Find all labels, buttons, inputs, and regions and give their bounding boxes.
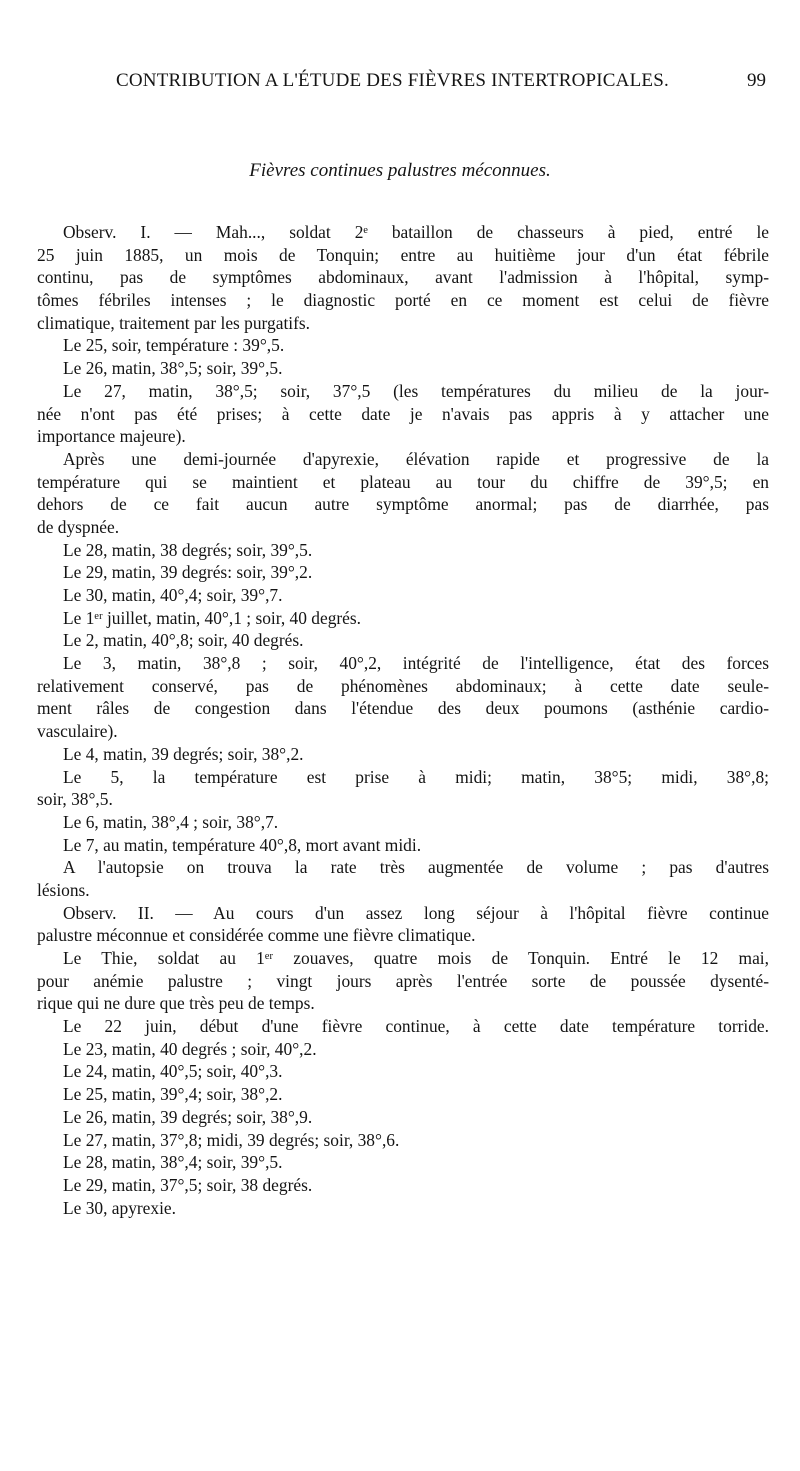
text-line: tômes fébriles intenses ; le diagnostic porté en ce moment est celui de fièvre — [37, 290, 769, 311]
text-line: continu, pas de symptômes abdominaux, avant l'admission à l'hôpital, symp- — [37, 267, 769, 288]
text-line: Le 22 juin, début d'une fièvre continue, à cette date température torride. — [63, 1016, 769, 1037]
text-line: Le 27, matin, 38°,5; soir, 37°,5 (les températures du milieu de la jour- — [63, 380, 769, 401]
text-line: importance majeure). — [37, 426, 186, 447]
text-line: Le 26, matin, 38°,5; soir, 39°,5. — [63, 358, 283, 379]
text-line: Le 3, matin, 38°,8 ; soir, 40°,2, intégrité de l'intelligence, état des forces — [63, 653, 769, 674]
text-line: Le 29, matin, 39 degrés: soir, 39°,2. — [63, 562, 313, 583]
text-line: Le 4, matin, 39 degrés; soir, 38°,2. — [63, 743, 304, 764]
text-line: Le 30, matin, 40°,4; soir, 39°,7. — [63, 585, 283, 605]
text-line: Le 28, matin, 38°,4; soir, 39°,5. — [63, 1152, 283, 1173]
text-line: 25 juin 1885, un mois de Tonquin; entre au huitième jour d'un état fébrile — [37, 244, 769, 265]
text-line: vasculaire). — [37, 721, 118, 742]
text-line: pour anémie palustre ; vingt jours après l'entrée sorte de poussée dysenté- — [37, 970, 769, 991]
text-line: née n'ont pas été prises; à cette date je n'avais pas appris à y attacher une — [37, 403, 769, 424]
text-line: Le 6, matin, 38°,4 ; soir, 38°,7. — [63, 811, 279, 832]
text-line: Le 25, soir, température : 39°,5. — [63, 335, 285, 356]
text-line: lésions. — [37, 879, 90, 900]
text-line: ment râles de congestion dans l'étendue des deux poumons (asthénie cardio- — [37, 698, 769, 719]
text-line: Observ. II. — Au cours d'un assez long séjour à l'hôpital fièvre continue — [63, 902, 769, 923]
text-line: Le 25, matin, 39°,4; soir, 38°,2. — [63, 1084, 283, 1105]
text-line: Le Thie, soldat au 1ᵉʳ zouaves, quatre mois de Tonquin. Entré le 12 mai, — [63, 948, 769, 968]
text-line: Le 1ᵉʳ juillet, matin, 40°,1 ; soir, 40 degrés. — [63, 607, 362, 628]
text-line: dehors de ce fait aucun autre symptôme anormal; pas de diarrhée, pas — [37, 494, 769, 515]
text-line: Le 29, matin, 37°,5; soir, 38 degrés. — [63, 1174, 313, 1195]
text-line: Le 7, au matin, température 40°,8, mort avant midi. — [63, 834, 422, 855]
text-line: Après une demi-journée d'apyrexie, élévation rapide et progressive de la — [63, 448, 769, 469]
text-line: Le 28, matin, 38 degrés; soir, 39°,5. — [63, 539, 313, 560]
text-line: palustre méconnue et considérée comme une fièvre climatique. — [37, 925, 476, 946]
text-line: Le 27, matin, 37°,8; midi, 39 degrés; soir, 38°,6. — [63, 1129, 400, 1150]
text-line: Le 23, matin, 40 degrés ; soir, 40°,2. — [63, 1038, 317, 1059]
text-line: Le 30, apyrexie. — [63, 1197, 176, 1218]
text-line: Le 24, matin, 40°,5; soir, 40°,3. — [63, 1061, 283, 1082]
body-text — [37, 221, 769, 1219]
text-line: soir, 38°,5. — [37, 789, 113, 810]
text-line: température qui se maintient et plateau au tour du chiffre de 39°,5; en — [37, 471, 769, 492]
text-line: relativement conservé, pas de phénomènes abdominaux; à cette date seule- — [37, 675, 769, 696]
text-line: A l'autopsie on trouva la rate très augmentée de volume ; pas d'autres — [63, 857, 769, 878]
text-line: rique qui ne dure que très peu de temps. — [37, 993, 315, 1014]
text-line: climatique, traitement par les purgatifs. — [37, 312, 311, 333]
page-number: 99 — [747, 70, 766, 91]
text-line: Le 5, la température est prise à midi; matin, 38°5; midi, 38°,8; — [63, 766, 769, 787]
text-line: Observ. I. — Mah..., soldat 2ᵉ bataillon de chasseurs à pied, entré le — [63, 222, 769, 242]
text-line: Le 26, matin, 39 degrés; soir, 38°,9. — [63, 1106, 313, 1127]
text-line: Le 2, matin, 40°,8; soir, 40 degrés. — [63, 630, 304, 651]
running-head: CONTRIBUTION A L'ÉTUDE DES FIÈVRES INTERTROPICALES. — [116, 70, 669, 91]
section-title: Fièvres continues palustres méconnues. — [249, 160, 551, 181]
text-line: de dyspnée. — [37, 516, 120, 537]
